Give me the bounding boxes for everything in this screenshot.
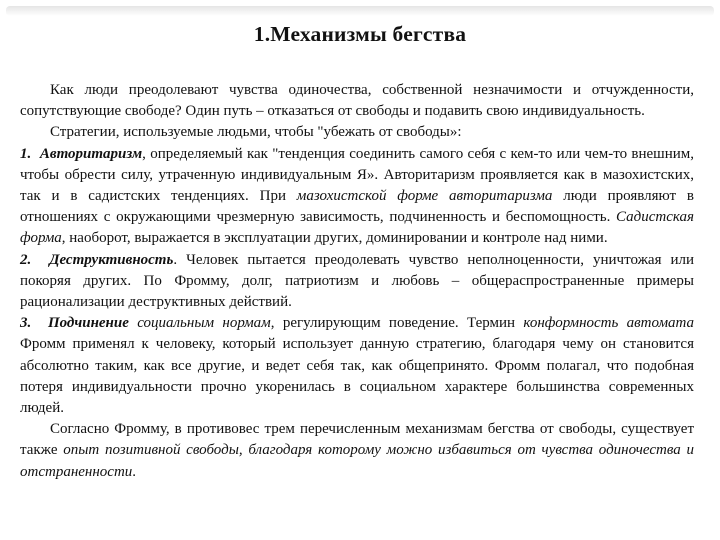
strategy-1-term: Авторитаризм — [39, 145, 143, 162]
page-title: 1.Механизмы бегства — [253, 22, 467, 46]
strategy-2-term: Деструктивность — [49, 251, 174, 268]
slide-body — [20, 80, 694, 483]
strategy-1-text-b: люди проявляют в отношениях с окружающими чрезмерную зависимость, подчиненность и беспомощность. — [20, 188, 694, 226]
final-positive-freedom: опыт позитивной свободы, благодаря которому можно избавиться от чувства одиночества и отстраненности — [20, 442, 694, 480]
strategy-2-number: 2. — [20, 251, 32, 268]
strategy-3-number: 3. — [20, 315, 32, 332]
strategies-heading: Стратегии, используемые людьми, чтобы "убежать от свободы»: — [50, 124, 462, 141]
final-text-b: . — [132, 463, 137, 480]
final-text-a: Согласно Фромму, в противовес трем перечисленным механизмам бегства от свободы, существует также — [20, 421, 694, 459]
slide-top-shadow — [6, 6, 714, 16]
strategy-3-term: Подчинение — [47, 315, 129, 332]
strategy-1-number: 1. — [20, 145, 32, 162]
intro-paragraph: Как люди преодолевают чувства одиночества, собственной незначимости и отчужденности, сопутствующие свободе? Один путь – отказаться от свободы и подавить свою индивидуальность. — [20, 82, 694, 120]
strategy-2-text: . Человек пытается преодолевать чувство неполноценности, уничтожая или покоряя других. По Фромму, долг, патриотизм и любовь – общераспространенные примеры рационализации деструктивных действий. — [20, 251, 695, 311]
strategy-3-text-b: Фромм применял к человеку, который использует данную стратегию, благодаря чему он становится абсолютно таким, как все другие, и ведет себя так, как общепринято. Фромм полагал, что подобная потеря индивидуальности прочно укоренилась в социальном характере большинства современных людей. — [20, 336, 694, 417]
strategy-1-text-a: , определяемый как "тенденция соединить самого себя с кем-то или чем-то внешним, чтобы обрести силу, утраченную индивидуальным Я». Авторитаризм проявляется как в мазохистских, так и в садистских тенденциях. При — [20, 145, 695, 205]
strategy-1-paragraph — [20, 144, 694, 250]
final-paragraph — [20, 419, 694, 483]
strategy-1-sadistic: Садистская форма — [20, 209, 694, 247]
strategy-3-social-norms: социальным нормам — [137, 315, 271, 332]
strategy-1-text-c: , наоборот, выражается в эксплуатации других, доминировании и контроле над ними. — [61, 230, 608, 247]
strategy-3-conformity: конформность автомата — [523, 315, 695, 332]
strategy-3-text-a: , регулирующим поведение. Термин — [270, 315, 524, 332]
strategy-1-masochistic: мазохистской форме авторитаризма — [296, 188, 553, 205]
strategy-3-paragraph — [20, 313, 694, 419]
strategy-2-paragraph — [20, 250, 694, 314]
